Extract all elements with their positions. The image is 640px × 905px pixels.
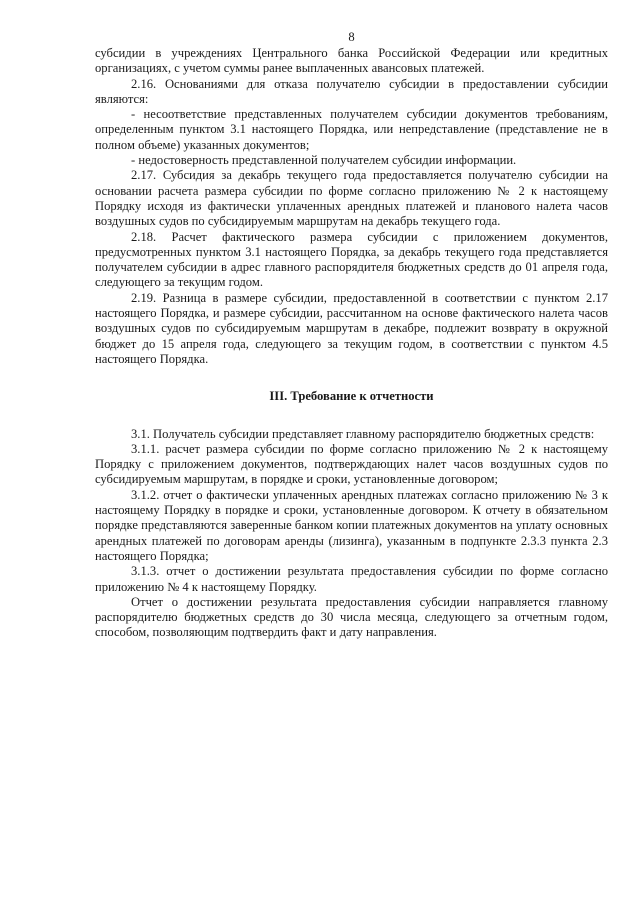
paragraph: - недостоверность представленной получателем субсидии информации. [131, 153, 517, 168]
paragraph: 3.1.1. расчет размера субсидии по форме согласно приложению № 2 к настоящему Порядку с приложением документов, подтверждающих налет часов воздушных судов по субсидируемым маршрутам, в порядке и сроки, установленные договором; [95, 441, 608, 487]
paragraph: субсидии в учреждениях Центрального банка Российской Федерации или кредитных организациях, с учетом суммы ранее выплаченных авансовых платежей. [95, 46, 608, 76]
paragraph: 3.1.3. отчет о достижении результата предоставления субсидии по форме согласно приложению № 4 к настоящему Порядку. [95, 564, 608, 594]
paragraphs-after-heading [95, 427, 608, 641]
paragraph: 2.16. Основаниями для отказа получателю субсидии в предоставлении субсидии являются: [95, 76, 608, 106]
section-heading: III. Требование к отчетности [269, 389, 434, 404]
paragraph: 3.1. Получатель субсидии представляет главному распорядителю бюджетных средств: [131, 426, 595, 441]
paragraph: Отчет о достижении результата предоставления субсидии направляется главному распорядителю бюджетных средств до 30 числа месяца, следующего за отчетным годом, способом, позволяющим подтвердить факт и дату направления. [95, 594, 608, 640]
page-number: 8 [348, 30, 355, 44]
paragraph: - несоответствие представленных получателем субсидии документов требованиям, определенным пунктом 3.1 настоящего Порядка, или непредставление (представление не в полном объеме) указанных документов; [95, 107, 608, 152]
paragraph: 2.19. Разница в размере субсидии, предоставленной в соответствии с пунктом 2.17 настоящего Порядка, и размере субсидии, рассчитанном на основе фактического налета часов воздушных судов по субсидируемым маршрутам в декабре, подлежит возврату в окружной бюджет до 15 апреля года, следующего за текущим годом, в соответствии с пунктом 4.5 настоящего Порядка. [95, 290, 608, 366]
paragraph: 2.17. Субсидия за декабрь текущего года предоставляется получателю субсидии на основании расчета размера субсидии по форме согласно приложению № 2 к настоящему Порядку исходя из фактически уплаченных арендных платежей и планового налета часов воздушных судов по субсидируемым маршрутам на декабрь текущего года. [95, 168, 608, 229]
paragraph: 2.18. Расчет фактического размера субсидии с приложением документов, предусмотренных пунктом 3.1 настоящего Порядка, за декабрь текущего года представляется получателем субсидии в адрес главного распорядителя бюджетных средств до 01 апреля года, следующего за текущим годом. [95, 229, 608, 290]
paragraphs-before-heading [95, 46, 608, 367]
paragraph: 3.1.2. отчет о фактически уплаченных арендных платежах согласно приложению № 3 к настоящему Порядку в порядке и сроки, установленные договором. К отчету в обязательном порядке представляются заверенные банком копии платежных документов на уплату основных арендных платежей по договорам аренды (лизинга), указанным в подпункте 2.3.3 пункта 2.3 настоящего Порядка; [95, 487, 608, 563]
document-body [95, 46, 608, 641]
